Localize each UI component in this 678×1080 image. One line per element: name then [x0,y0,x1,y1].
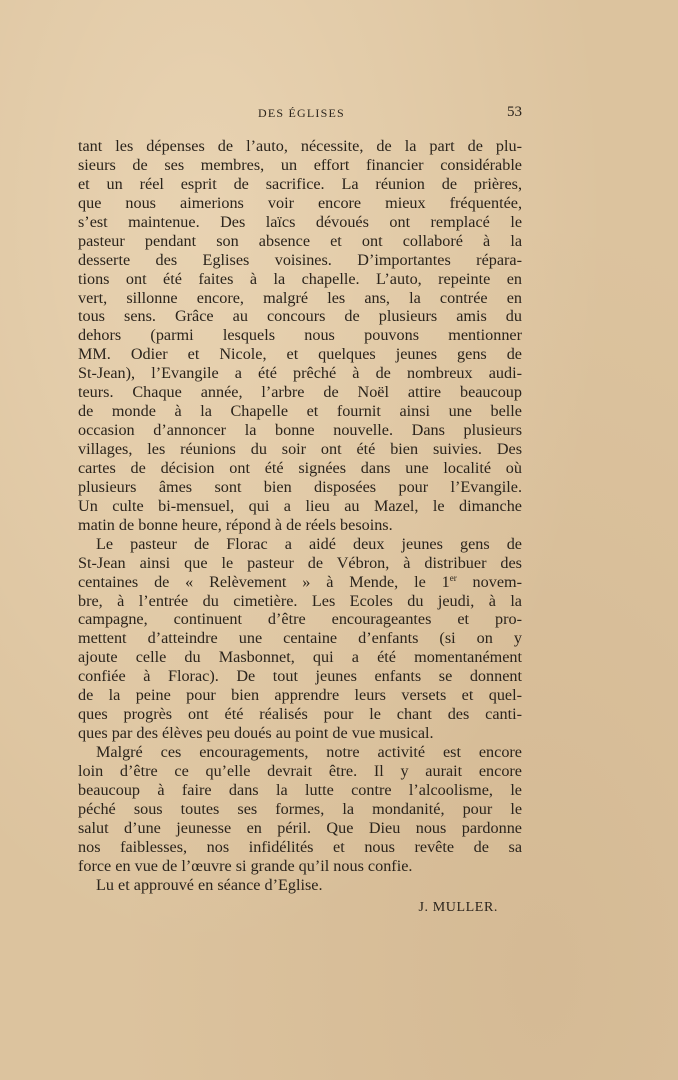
text-line: desserte des Eglises voisines. D’importantes répara- [78,250,522,269]
text-line: dehors (parmi lesquels nous pouvons mentionner [78,326,522,345]
text-line: mettent d’atteindre une centaine d’enfants (si on y [78,629,522,648]
text-fragment: centaines de « Relèvement » à Mende, le 1 [78,572,450,591]
text-line: salut d’une jeunesse en péril. Que Dieu nous pardonne [78,818,522,837]
text-fragment: novem- [456,572,522,591]
text-line: de monde à la Chapelle et fournit ainsi une belle [78,402,522,421]
text-line: s’est maintenue. Des laïcs dévoués ont remplacé le [78,212,522,231]
text-line: St-Jean ainsi que le pasteur de Vébron, à distribuer des [78,553,522,572]
text-line: de la peine pour bien apprendre leurs versets et quel- [78,686,522,705]
text-line: péché sous toutes ses formes, la mondanité, pour le [78,799,522,818]
text-line: campagne, continuent d’être encourageantes et pro- [78,610,522,629]
text-line-with-superscript [78,573,522,592]
text-line: matin de bonne heure, répond à de réels besoins. [78,515,393,534]
text-line: teurs. Chaque année, l’arbre de Noël attire beaucoup [78,383,522,402]
text-line: pasteur pendant son absence et ont collaboré à la [78,231,522,250]
text-line: ques par des élèves peu doués au point de vue musical. [78,724,434,743]
text-line: Le pasteur de Florac a aidé deux jeunes gens de [96,534,522,553]
text-line: force en vue de l’œuvre si grande qu’il nous confie. [78,856,413,875]
text-line: plusieurs âmes sont bien disposées pour l’Evangile. [78,477,522,496]
text-line: ques progrès ont été réalisés pour le chant des canti- [78,705,522,724]
text-line: cartes de décision ont été signées dans une localité où [78,458,522,477]
running-title: DES ÉGLISES [258,106,345,120]
page-number: 53 [507,104,522,120]
text-line: bre, à l’entrée du cimetière. Les Ecoles du jeudi, à la [78,591,522,610]
running-head [78,104,522,124]
text-line: tous sens. Grâce au concours de plusieurs amis du [78,307,522,326]
text-line: occasion d’annoncer la bonne nouvelle. Dans plusieurs [78,421,522,440]
text-line: Un culte bi-mensuel, qui a lieu au Mazel, le dimanche [78,496,522,515]
text-line: sieurs de ses membres, un effort financier considérable [78,155,522,174]
text-line: confiée à Florac). De tout jeunes enfants se donnent [78,667,522,686]
text-line: MM. Odier et Nicole, et quelques jeunes gens de [78,345,522,364]
text-line: vert, sillonne encore, malgré les ans, la contrée en [78,288,522,307]
text-line: Malgré ces encouragements, notre activité est encore [96,743,522,761]
text-line: tant les dépenses de l’auto, nécessite, de la part de plu- [78,137,522,155]
text-line: Lu et approuvé en séance d’Eglise. [96,875,323,894]
text-line: beaucoup à faire dans la lutte contre l’alcoolisme, le [78,780,522,799]
text-line: et un réel esprit de sacrifice. La réunion de prières, [78,174,522,193]
text-line: nos faiblesses, nos infidélités et nous revête de sa [78,837,522,856]
text-line: ajoute celle du Masbonnet, qui a été momentanément [78,648,522,667]
text-line: que nous aimerions voir encore mieux fréquentée, [78,193,522,212]
text-line: villages, les réunions du soir ont été bien suivies. Des [78,440,522,458]
text-line: loin d’être ce qu’elle devrait être. Il y aurait encore [78,761,522,780]
body-text [78,137,522,917]
text-line: tions ont été faites à la chapelle. L’auto, repeinte en [78,269,522,288]
superscript: er [449,572,457,583]
text-line: St-Jean), l’Evangile a été prêché à de nombreux audi- [78,364,522,383]
signature: J. MULLER. [418,899,498,915]
